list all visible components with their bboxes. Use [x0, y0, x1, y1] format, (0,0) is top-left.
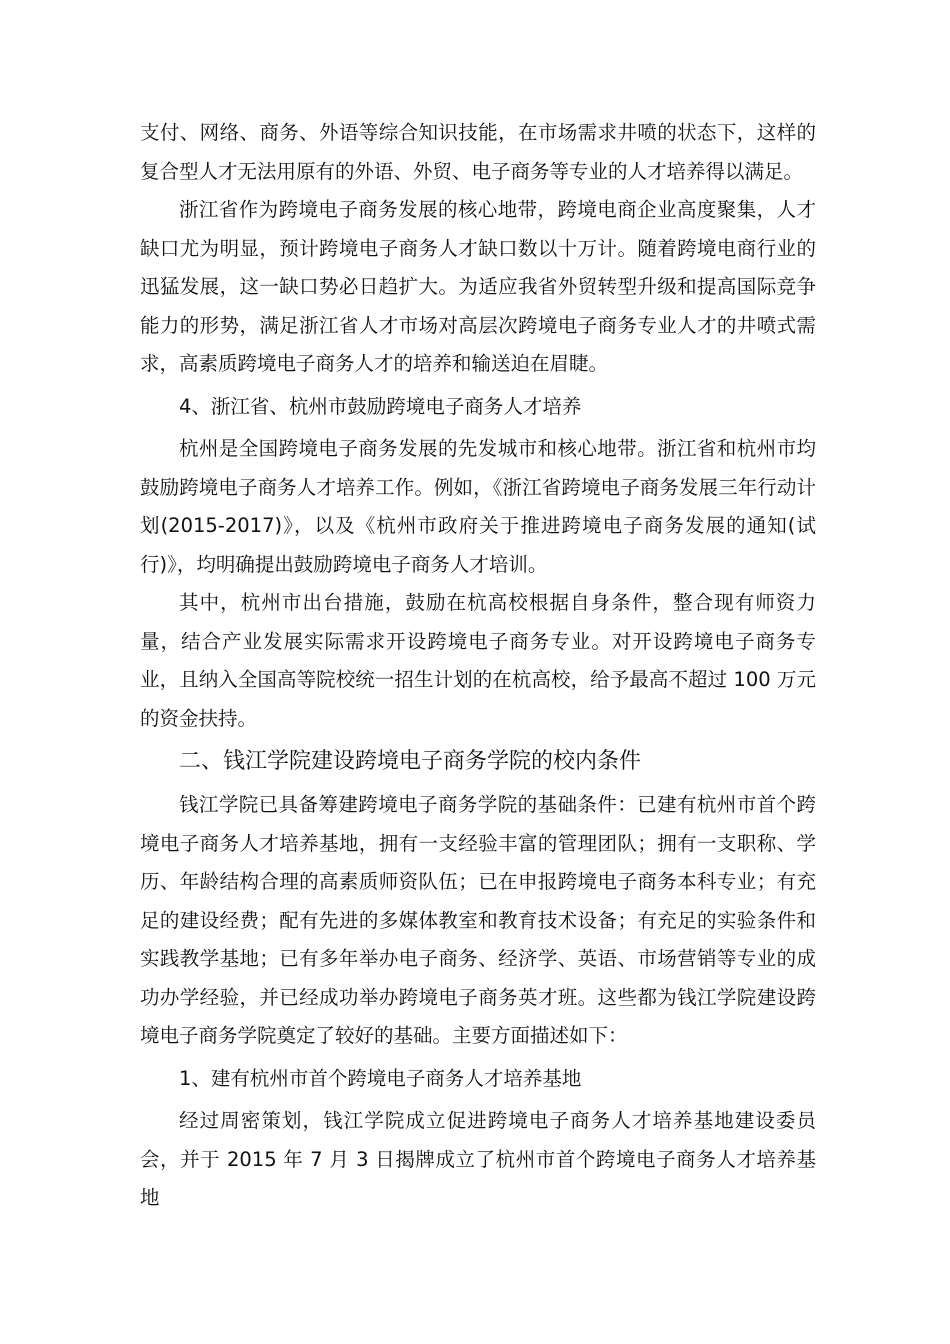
paragraph-hangzhou-policy: 杭州是全国跨境电子商务发展的先发城市和核心地带。浙江省和杭州市均鼓励跨境电子商务人才培养工作。例如，《浙江省跨境电子商务发展三年行动计划(2015-2017)》，以及《杭州市政府关于推进跨境电子商务发展的通知(试行)》，均明确提出鼓励跨境电子商务人才培训。 [140, 437, 816, 576]
section-heading-campus-conditions: 二、钱江学院建设跨境电子商务学院的校内条件 [179, 749, 642, 774]
paragraph-funding-support: 其中，杭州市出台措施，鼓励在杭高校根据自身条件，整合现有师资力量，结合产业发展实际需求开设跨境电子商务专业。对开设跨境电子商务专业，且纳入全国高等院校统一招生计划的在杭高校，给予最高不超过 100 万元的资金扶持。 [140, 591, 816, 730]
subheading-policy-support: 4、浙江省、杭州市鼓励跨境电子商务人才培养 [179, 394, 582, 418]
document-page [140, 114, 816, 1218]
subheading-training-base: 1、建有杭州市首个跨境电子商务人才培养基地 [179, 1066, 582, 1090]
paragraph-continuation: 支付、网络、商务、外语等综合知识技能，在市场需求井喷的状态下，这样的复合型人才无法用原有的外语、外贸、电子商务等专业的人才培养得以满足。 [140, 121, 816, 183]
paragraph-base-established: 经过周密策划，钱江学院成立促进跨境电子商务人才培养基地建设委员会，并于 2015 年 7 月 3 日揭牌成立了杭州市首个跨境电子商务人才培养基地 [140, 1109, 816, 1209]
paragraph-talent-gap: 浙江省作为跨境电子商务发展的核心地带，跨境电商企业高度聚集，人才缺口尤为明显，预计跨境电子商务人才缺口数以十万计。随着跨境电商行业的迅猛发展，这一缺口势必日趋扩大。为适应我省外贸转型升级和提高国际竞争能力的形势，满足浙江省人才市场对高层次跨境电子商务专业人才的井喷式需求，高素质跨境电子商务人才的培养和输送迫在眉睫。 [140, 198, 816, 375]
paragraph-basic-conditions: 钱江学院已具备筹建跨境电子商务学院的基础条件：已建有杭州市首个跨境电子商务人才培养基地，拥有一支经验丰富的管理团队；拥有一支职称、学历、年龄结构合理的高素质师资队伍；已在申报跨境电子商务本科专业；有充足的建设经费；配有先进的多媒体教室和教育技术设备；有充足的实验条件和实践教学基地；已有多年举办电子商务、经济学、英语、市场营销等专业的成功办学经验，并已经成功举办跨境电子商务英才班。这些都为钱江学院建设跨境电子商务学院奠定了较好的基础。主要方面描述如下： [140, 793, 816, 1047]
